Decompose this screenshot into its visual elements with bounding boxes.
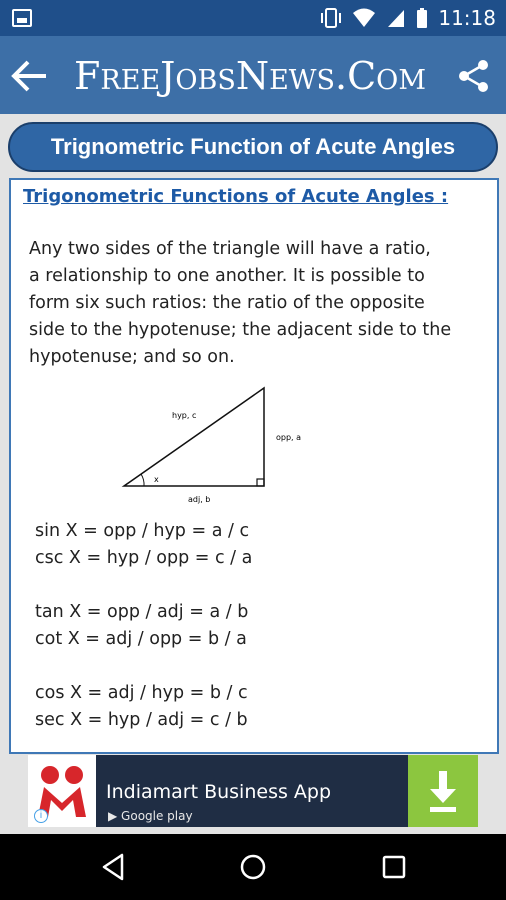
card-heading: Trigonometric Functions of Acute Angles :: [23, 186, 449, 207]
paragraph-line: a relationship to one another. It is possible to: [29, 266, 425, 286]
nav-recents-icon[interactable]: [376, 849, 412, 885]
battery-icon: [416, 7, 428, 29]
formula-csc: csc X = hyp / opp = c / a: [35, 548, 253, 568]
formula-sec: sec X = hyp / adj = c / b: [35, 710, 248, 730]
google-play-badge: ▶ Google play: [108, 809, 193, 823]
formula-list: [35, 518, 252, 734]
paragraph-line: side to the hypotenuse; the adjacent side to the: [29, 320, 452, 340]
triangle-diagram: [116, 378, 316, 508]
opp-label: opp, a: [276, 433, 302, 442]
formula-sin: sin X = opp / hyp = a / c: [35, 521, 250, 541]
ad-banner[interactable]: [28, 755, 478, 827]
paragraph-line: hypotenuse; and so on.: [29, 347, 235, 367]
nav-home-icon[interactable]: [235, 849, 271, 885]
adj-label: adj, b: [188, 495, 211, 504]
right-angle-marker: [257, 479, 264, 486]
status-time: 11:18: [438, 6, 496, 30]
app-bar: [0, 36, 506, 114]
article-card: [9, 178, 499, 754]
page-title: Trignometric Function of Acute Angles: [8, 122, 498, 172]
formula-cos: cos X = adj / hyp = b / c: [35, 683, 248, 703]
paragraph-line: form six such ratios: the ratio of the opposite: [29, 293, 425, 313]
wifi-icon: [352, 7, 376, 29]
signal-icon: [386, 7, 406, 29]
arrow-left-icon[interactable]: [8, 56, 52, 96]
status-icons: [320, 6, 496, 30]
content-area: [0, 114, 506, 834]
store-label: Google play: [121, 809, 193, 823]
system-nav-bar: [0, 834, 506, 900]
vibrate-icon: [320, 7, 342, 29]
formula-cot: cot X = adj / opp = b / a: [35, 629, 247, 649]
nav-back-icon[interactable]: [96, 849, 132, 885]
brand-logo: FreeJobsNews.Com: [74, 54, 426, 98]
angle-label: x: [154, 475, 159, 484]
paragraph-line: Any two sides of the triangle will have a ratio,: [29, 239, 431, 259]
status-bar: [0, 0, 506, 36]
intro-paragraph: [29, 236, 489, 371]
image-icon: [12, 9, 32, 27]
download-icon: [408, 755, 478, 827]
angle-arc: [141, 474, 144, 486]
hyp-label: hyp, c: [172, 411, 197, 420]
formula-tan: tan X = opp / adj = a / b: [35, 602, 249, 622]
ad-title: Indiamart Business App: [106, 781, 332, 803]
ad-info-icon[interactable]: i: [34, 809, 48, 823]
download-button[interactable]: [408, 755, 478, 827]
share-icon[interactable]: [454, 56, 494, 96]
triangle-shape: [124, 388, 264, 486]
